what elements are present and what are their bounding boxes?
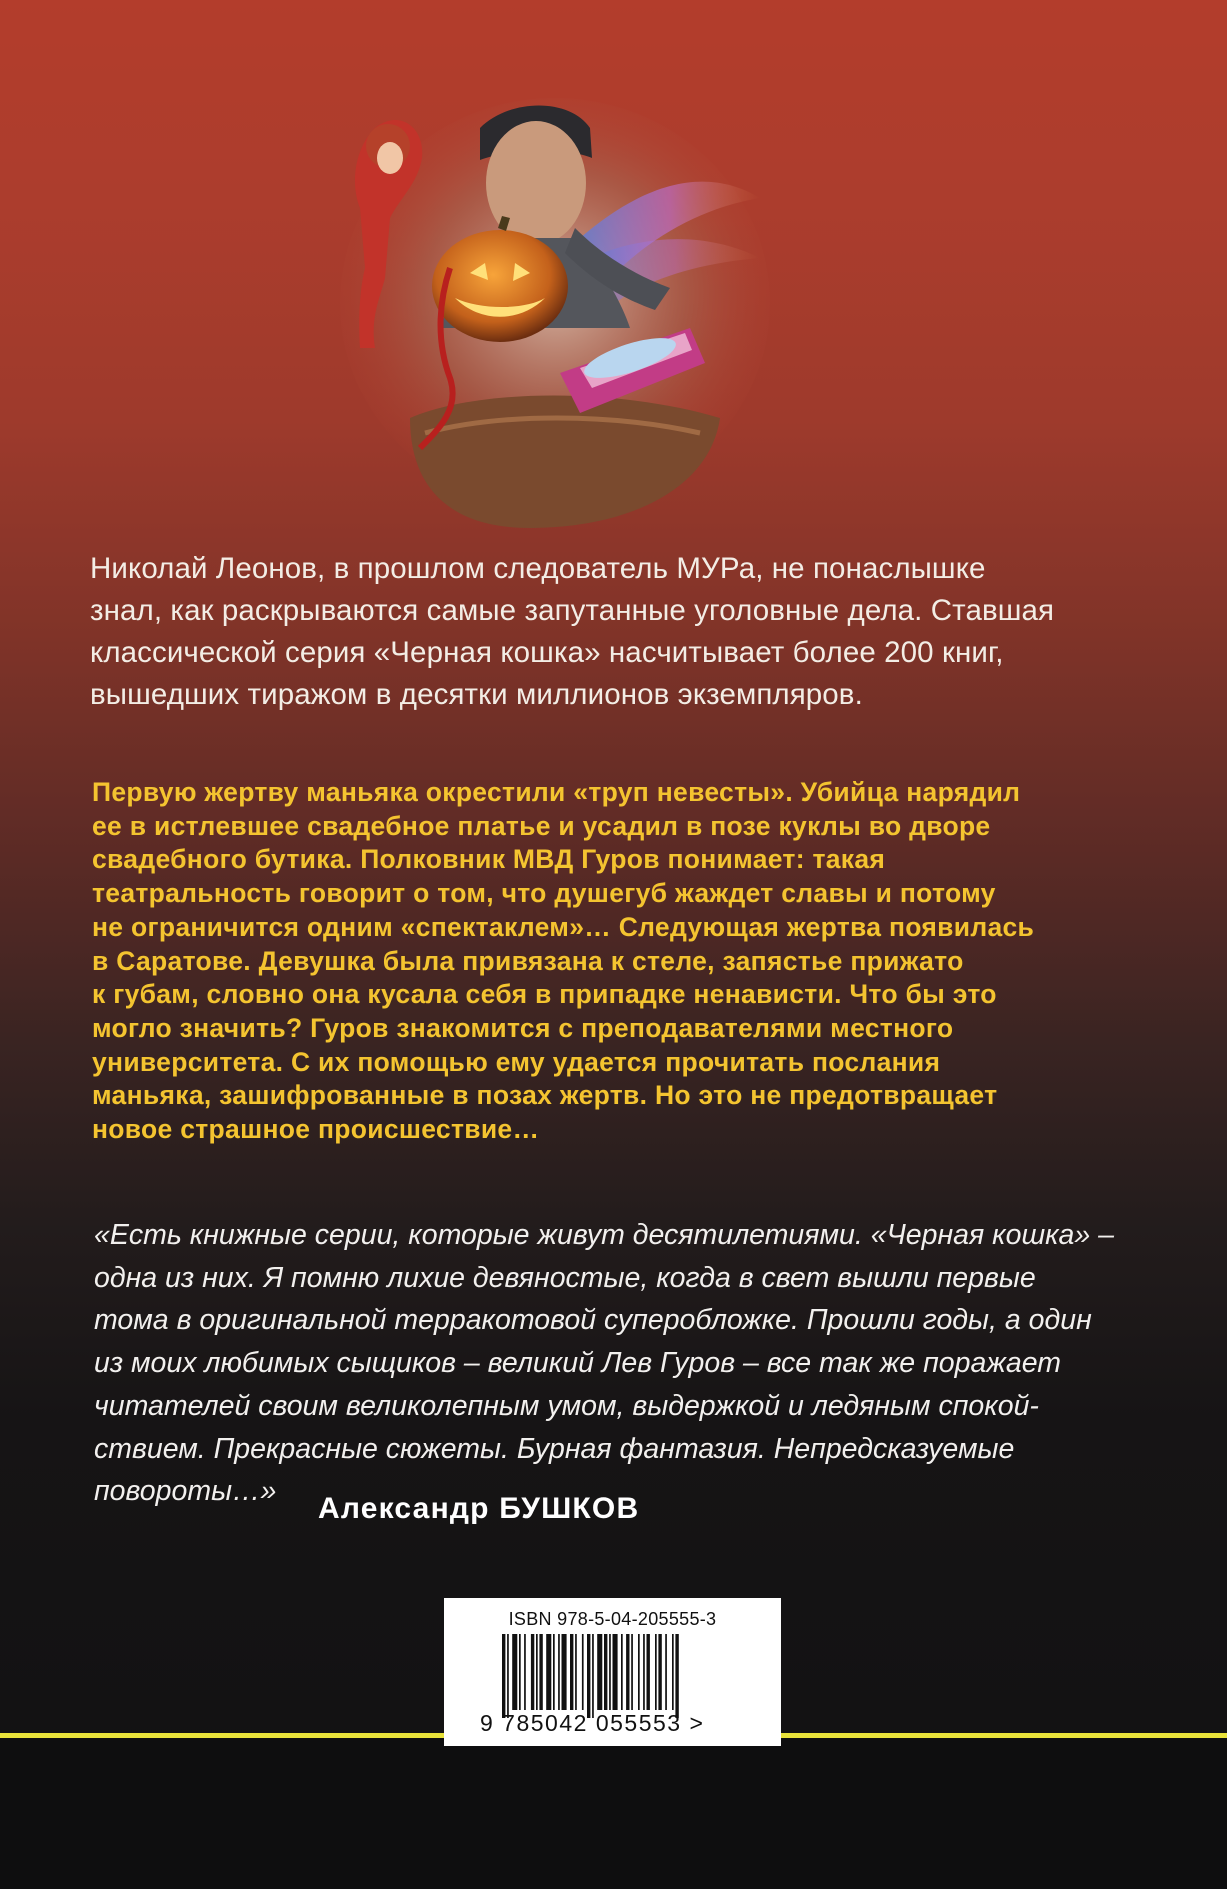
annotation-line: ее в истлевшее свадебное платье и усадил в позе куклы во дворе (92, 810, 991, 841)
annotation-line: театральность говорит о том, что душегуб жаждет славы и потому (92, 878, 996, 909)
barcode-bar (597, 1634, 602, 1710)
quote-line: повороты…» (94, 1475, 277, 1508)
barcode-bar (658, 1634, 661, 1710)
annotation-line: не ограничится одним «спектаклем»… Следующая жертва появилась (92, 911, 1035, 942)
annotation-line: могло значить? Гуров знакомится с преподавателями местного (92, 1012, 954, 1043)
barcode-bar (553, 1634, 555, 1710)
barcode-bar (546, 1634, 551, 1710)
barcode-digits: 9 785042 055553 > (480, 1710, 705, 1736)
quote-line: одна из них. Я помню лихие девяностые, когда в свет вышли первые (94, 1261, 1036, 1294)
barcode-bar (587, 1634, 590, 1718)
annotation-line: новое страшное происшествие… (92, 1114, 540, 1145)
barcode-bar (638, 1634, 640, 1710)
barcode-bar (502, 1634, 505, 1718)
annotation-line: Первую жертву маньяка окрестили «труп невесты». Убийца нарядил (92, 777, 1021, 807)
barcode-bar (626, 1634, 629, 1710)
barcode-bar (539, 1634, 542, 1710)
quote-line: читателей своим великолепным умом, выдержкой и ледяным спокой- (94, 1389, 1039, 1422)
barcode-bar (582, 1634, 584, 1710)
isbn-label: ISBN 978-5-04-205555-3 (508, 1609, 717, 1629)
barcode-bar (631, 1634, 633, 1710)
annotation-line: к губам, словно она кусала себя в припадке ненависти. Что бы это (92, 979, 997, 1010)
barcode-bar (512, 1634, 517, 1710)
barcode-bar (558, 1634, 560, 1710)
bottom-band (0, 1738, 1227, 1889)
barcode-bar (675, 1634, 678, 1718)
annotation-line: свадебного бутика. Полковник МВД Гуров понимает: такая (92, 844, 886, 875)
barcode-bar (621, 1634, 623, 1710)
author-bio-line: вышедших тиражом в десятки миллионов экземпляров. (90, 678, 863, 711)
barcode-bar (519, 1634, 521, 1710)
barcode-bar (570, 1634, 573, 1710)
review-quote (94, 1214, 1134, 1513)
quote-line: «Есть книжные серии, которые живут десятилетиями. «Черная кошка» – (94, 1219, 1115, 1251)
annotation-line: маньяка, зашифрованные в позах жертв. Но это не предотвращает (92, 1080, 998, 1111)
barcode-bar (604, 1634, 607, 1710)
barcode-bar (592, 1634, 594, 1718)
barcode-bar (531, 1634, 534, 1710)
quote-line: из моих любимых сыщиков – великий Лев Гуров – все так же поражает (94, 1347, 1062, 1380)
barcode-bar (507, 1634, 509, 1718)
barcode-bar (609, 1634, 611, 1710)
quote-line: ствием. Прекрасные сюжеты. Бурная фантазия. Непредсказуемые (94, 1432, 1015, 1465)
annotation-line: в Саратове. Девушка была привязана к стеле, запястье прижато (92, 945, 964, 976)
cover-illustration (330, 88, 770, 548)
author-bio-line: классической серия «Черная кошка» насчитывает более 200 книг, (90, 636, 1004, 669)
barcode-bar (647, 1634, 650, 1710)
annotation-line: университета. С их помощью ему удается прочитать послания (92, 1046, 941, 1077)
quote-line: тома в оригинальной терракотовой суперобложке. Прошли годы, а один (94, 1304, 1092, 1337)
quote-author: Александр БУШКОВ (318, 1492, 640, 1525)
barcode-bar (524, 1634, 526, 1710)
barcode-bar (575, 1634, 577, 1710)
barcode-bar (613, 1634, 618, 1710)
book-annotation (92, 776, 1132, 1147)
author-bio (90, 548, 1090, 716)
barcode-block (444, 1598, 781, 1746)
barcode-bar (562, 1634, 567, 1710)
barcode-bars (502, 1634, 722, 1718)
barcode-bar (665, 1634, 667, 1710)
author-bio-line: знал, как раскрываются самые запутанные уголовные дела. Ставшая (90, 594, 1055, 627)
barcode-bar (536, 1634, 538, 1710)
barcode-bar (643, 1634, 645, 1710)
barcode-bar (672, 1634, 674, 1710)
author-bio-line: Николай Леонов, в прошлом следователь МУРа, не понаслышке (90, 552, 986, 585)
barcode-bar (655, 1634, 657, 1710)
